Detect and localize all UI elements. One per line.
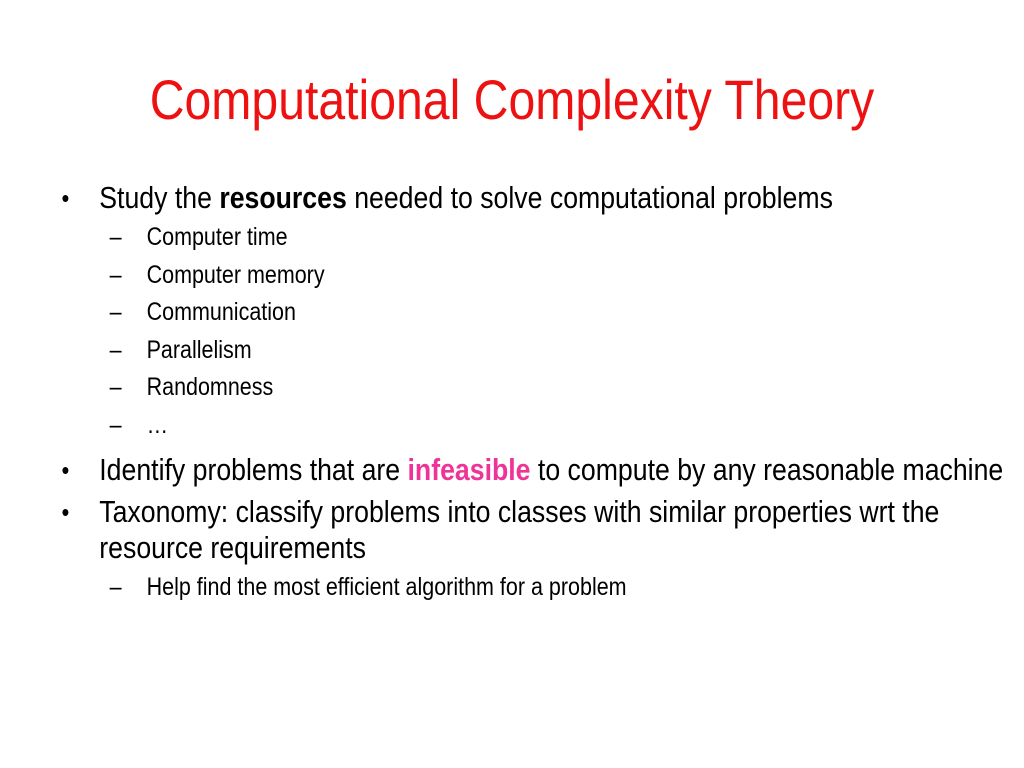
sub-bullet-text: Parallelism — [146, 335, 252, 364]
bullet-list — [58, 180, 1013, 602]
dash-icon: – — [109, 298, 122, 326]
bullet-text-pre: Identify problems that are — [99, 451, 408, 487]
sub-bullet-item — [58, 222, 1013, 252]
slide-content — [58, 180, 1018, 614]
dash-icon: – — [109, 373, 122, 401]
sub-bullet-list — [58, 222, 1013, 440]
sub-bullet-item — [58, 335, 1013, 365]
bullet-icon: • — [61, 454, 70, 485]
sub-bullet-list — [58, 572, 1013, 602]
dash-icon: – — [109, 223, 122, 251]
dash-icon: – — [109, 572, 122, 601]
dash-icon: – — [109, 335, 122, 364]
bullet-item — [58, 452, 1013, 488]
sub-bullet-item — [58, 572, 1013, 602]
sub-bullet-text: Computer memory — [146, 260, 325, 289]
bullet-emphasis: resources — [219, 180, 347, 215]
sub-bullet-item — [58, 260, 1013, 290]
bullet-icon: • — [61, 496, 70, 527]
sub-bullet-text: Communication — [146, 298, 296, 326]
sub-bullet-text: Help find the most efficient algorithm for a problem — [146, 572, 627, 601]
bullet-text: Taxonomy: classify problems into classes with similar properties wrt the resource requirements — [99, 493, 940, 565]
dash-icon: – — [109, 260, 122, 289]
slide-title: Computational Complexity Theory — [149, 68, 875, 131]
bullet-highlight: infeasible — [407, 451, 531, 487]
bullet-text-post: needed to solve computational problems — [346, 180, 833, 215]
sub-bullet-text: Computer time — [146, 223, 288, 251]
bullet-icon: • — [61, 183, 70, 213]
bullet-text-pre: Study the — [99, 180, 220, 215]
bullet-item — [58, 494, 1013, 566]
dash-icon: – — [109, 410, 122, 439]
bullet-item — [58, 180, 1013, 216]
sub-bullet-item — [58, 410, 1013, 440]
sub-bullet-item — [58, 372, 1013, 402]
sub-bullet-item — [58, 297, 1013, 327]
bullet-text-post: to compute by any reasonable machine — [530, 451, 1004, 487]
sub-bullet-text: … — [146, 410, 169, 439]
sub-bullet-text: Randomness — [146, 373, 274, 401]
